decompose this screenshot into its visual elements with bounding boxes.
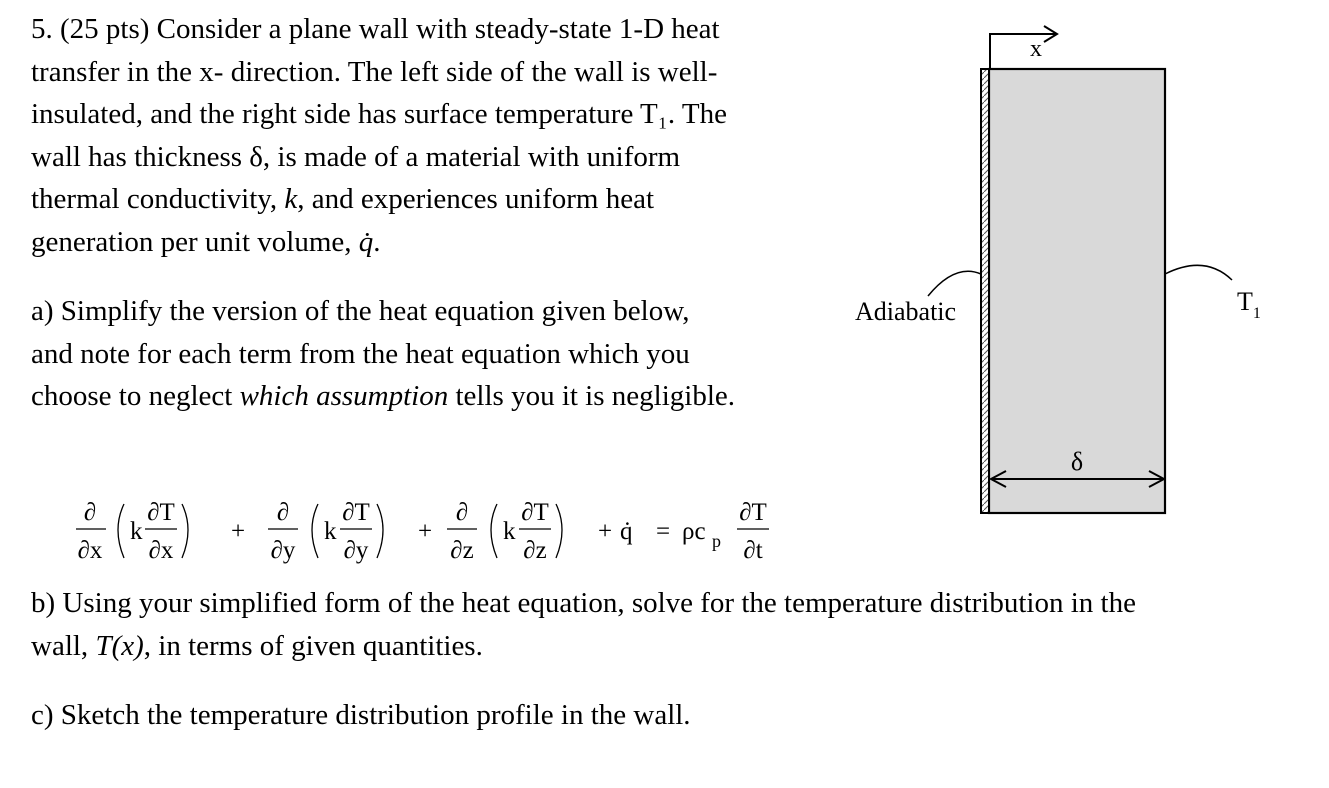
eq-dz-2: ∂z xyxy=(523,537,547,564)
temperature-function-symbol: T xyxy=(95,629,112,662)
part-b-line-2-post: , in terms of given quantities. xyxy=(143,629,483,662)
x-axis-line xyxy=(990,34,1055,69)
eq-dz-1: ∂z xyxy=(450,537,474,564)
adiabatic-leader-line xyxy=(928,271,981,296)
problem-line-6-post: . xyxy=(373,225,381,258)
eq-dT-4: ∂T xyxy=(739,499,767,526)
eq-dx-2: ∂x xyxy=(148,537,174,564)
insulation-layer xyxy=(981,69,989,513)
problem-statement xyxy=(31,8,831,263)
heat-equation xyxy=(60,490,800,575)
part-a-line-2: and note for each term from the heat equation which you xyxy=(31,337,690,370)
eq-paren-open-3 xyxy=(491,504,497,558)
part-b xyxy=(31,582,1311,667)
part-a-line-3-pre: choose to neglect xyxy=(31,380,240,412)
thickness-label: δ xyxy=(1070,447,1084,476)
problem-line-2: transfer in the x- direction. The left side of the wall is well- xyxy=(31,55,718,88)
eq-subscript-p: p xyxy=(712,531,721,551)
eq-paren-close-1 xyxy=(182,504,188,558)
eq-dy-2: ∂y xyxy=(343,537,369,564)
eq-plus-3: + xyxy=(597,518,613,545)
eq-partial-1: ∂ xyxy=(83,499,97,526)
part-a-line-1: a) Simplify the version of the heat equation given below, xyxy=(31,295,690,327)
eq-paren-close-3 xyxy=(556,504,562,558)
t1-leader-line xyxy=(1165,265,1232,280)
wall-diagram xyxy=(840,18,1310,528)
eq-paren-open-1 xyxy=(118,504,124,558)
eq-k-1: k xyxy=(130,518,143,545)
eq-equals: = xyxy=(656,518,671,545)
eq-partial-3: ∂ xyxy=(455,499,469,526)
part-b-line-1: b) Using your simplified form of the heat equation, solve for the temperature distribution in the xyxy=(31,587,1136,619)
eq-plus-1: + xyxy=(230,518,246,545)
problem-line-5-post: , and experiences uniform heat xyxy=(297,183,655,215)
problem-line-5 xyxy=(31,178,831,221)
eq-plus-2: + xyxy=(417,518,433,545)
eq-dy-1: ∂y xyxy=(270,537,296,564)
eq-dT-3: ∂T xyxy=(521,499,549,526)
part-a-line-3 xyxy=(31,375,831,418)
eq-k-2: k xyxy=(324,518,337,545)
adiabatic-label: Adiabatic xyxy=(855,297,957,326)
problem-line-1: 5. (25 pts) Consider a plane wall with steady-state 1-D heat xyxy=(31,13,720,45)
problem-line-4: wall has thickness δ, is made of a material with uniform xyxy=(31,140,681,173)
problem-line-5-pre: thermal conductivity, xyxy=(31,183,285,215)
eq-paren-open-2 xyxy=(312,504,318,558)
eq-dT-1: ∂T xyxy=(147,499,175,526)
temperature-function-arg: (x) xyxy=(111,629,144,662)
x-axis-label: x xyxy=(1030,36,1042,62)
part-a-line-3-post: tells you it is negligible. xyxy=(448,380,735,412)
eq-partial-2: ∂ xyxy=(276,499,290,526)
problem-line-3: insulated, and the right side has surface temperature T₁. The xyxy=(31,98,727,130)
part-c-line: c) Sketch the temperature distribution profile in the wall. xyxy=(31,699,691,731)
t1-label: $T_1$ xyxy=(1237,287,1261,322)
part-b-line-2 xyxy=(31,625,1311,668)
eq-paren-close-2 xyxy=(377,504,383,558)
problem-line-6-pre: generation per unit volume, xyxy=(31,225,359,258)
part-b-line-2-pre: wall, xyxy=(31,629,96,662)
eq-dx-1: ∂x xyxy=(77,537,103,564)
heat-generation-symbol: q̇ xyxy=(358,225,374,258)
eq-k-3: k xyxy=(503,518,516,545)
conductivity-symbol: k xyxy=(284,183,298,215)
eq-dt: ∂t xyxy=(743,537,763,564)
eq-dT-2: ∂T xyxy=(342,499,370,526)
part-c xyxy=(31,694,1311,737)
problem-line-6 xyxy=(31,221,831,264)
part-a xyxy=(31,290,831,418)
part-a-emphasis: which assumption xyxy=(239,380,449,412)
eq-qdot: q̇ xyxy=(620,518,633,545)
eq-rho-c: ρc xyxy=(682,518,706,545)
